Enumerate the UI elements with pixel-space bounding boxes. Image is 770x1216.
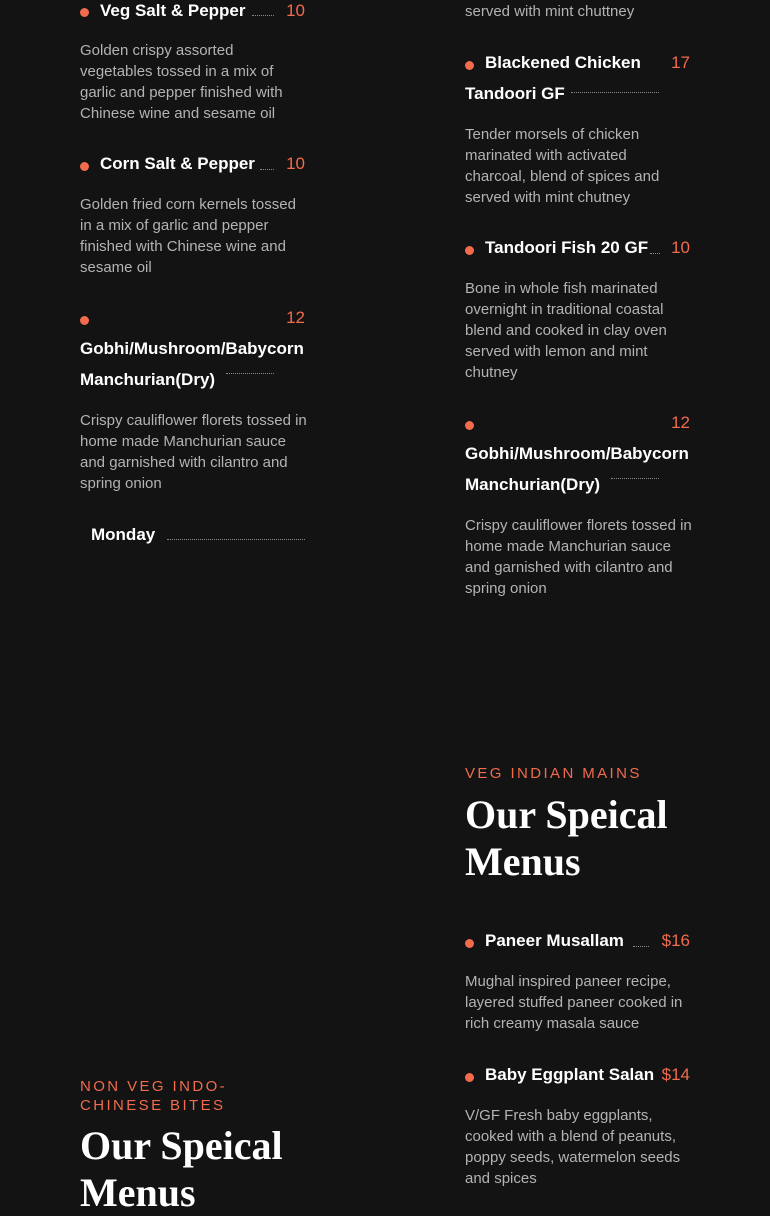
- section-eyebrow-line2: CHINESE BITES: [80, 1097, 226, 1114]
- section-eyebrow: VEG INDIAN MAINS: [465, 765, 642, 782]
- menu-item-description: Bone in whole fish marinated overnight in traditional coastal blend and cooked in clay oven served with lemon and mint chutney: [465, 280, 667, 381]
- dotted-leader: [633, 946, 649, 947]
- menu-item-name: [465, 438, 689, 500]
- bullet-icon: [80, 162, 89, 171]
- section-heading-line1: Our Speical: [80, 1123, 283, 1168]
- menu-item-price: 12: [671, 413, 690, 432]
- menu-item-paneer-musallam: [465, 930, 690, 1040]
- dotted-leader: [650, 253, 660, 254]
- bullet-icon: [465, 61, 474, 70]
- section-heading: [465, 791, 755, 885]
- menu-item-description: Golden crispy assorted vegetables tossed in a mix of garlic and pepper finished with Chinese wine and sesame oil: [80, 42, 283, 122]
- menu-item-name-line1: Blackened Chicken: [485, 53, 641, 72]
- bullet-icon: [80, 8, 89, 17]
- menu-item-name: Tandoori Fish 20 GF: [485, 238, 649, 257]
- menu-item-name-line1: Gobhi/Mushroom/Babycorn: [80, 339, 304, 358]
- menu-item-name: Baby Eggplant Salan: [485, 1065, 655, 1084]
- menu-item-name-line2: Manchurian(Dry): [465, 475, 601, 494]
- menu-item-corn-salt-pepper: [80, 153, 305, 283]
- menu-item-description: Crispy cauliflower florets tossed in home made Manchurian sauce and garnished with cilantro and spring onion: [80, 412, 307, 492]
- menu-item-name-line1: Gobhi/Mushroom/Babycorn: [465, 444, 689, 463]
- dotted-leader: [252, 15, 274, 16]
- menu-item-gobhi-manchurian: [80, 307, 305, 497]
- menu-item-name: Corn Salt & Pepper: [100, 154, 255, 173]
- menu-item-description: V/GF Fresh baby eggplants, cooked with a blend of peanuts, poppy seeds, watermelon seeds and spices: [465, 1107, 681, 1187]
- menu-item-tandoori-fish: [465, 237, 690, 387]
- section-heading: [80, 1122, 340, 1216]
- section-eyebrow: [80, 1077, 320, 1115]
- menu-item-name-line2: Tandoori GF: [465, 84, 565, 103]
- dotted-leader: [571, 92, 659, 93]
- menu-item-price: 12: [286, 308, 305, 327]
- menu-item-veg-salt-pepper: [80, 0, 305, 130]
- menu-item-price: 10: [671, 238, 690, 257]
- day-label: Monday: [91, 525, 156, 544]
- menu-item-description: Tender morsels of chicken marinated with activated charcoal, blend of spices and served with mint chutney: [465, 126, 660, 206]
- section-eyebrow-line1: NON VEG INDO-: [80, 1078, 228, 1095]
- dotted-leader: [260, 169, 274, 170]
- menu-item-description: Crispy cauliflower florets tossed in home made Manchurian sauce and garnished with cilantro and spring onion: [465, 517, 692, 597]
- menu-item-price: $16: [661, 931, 690, 950]
- menu-item-description: Golden fried corn kernels tossed in a mix of garlic and pepper finished with Chinese wine and sesame oil: [80, 196, 296, 276]
- menu-item-name: Veg Salt & Pepper: [100, 1, 246, 20]
- menu-item-price: 10: [286, 154, 305, 173]
- section-heading-line2: Menus: [465, 839, 581, 884]
- menu-item-price: 17: [671, 53, 690, 72]
- bullet-icon: [80, 316, 89, 325]
- section-heading-line2: Menus: [80, 1170, 196, 1215]
- bullet-icon: [465, 939, 474, 948]
- dotted-leader: [226, 373, 274, 374]
- menu-item-description: Mughal inspired paneer recipe, layered stuffed paneer cooked in rich creamy masala sauce: [465, 973, 683, 1032]
- menu-item-name-line2: Manchurian(Dry): [80, 370, 216, 389]
- menu-item-gobhi-manchurian: [465, 412, 690, 602]
- menu-item-baby-eggplant-salan: [465, 1064, 690, 1194]
- menu-item-price: 10: [286, 1, 305, 20]
- bullet-icon: [465, 1073, 474, 1082]
- section-heading-line1: Our Speical: [465, 792, 668, 837]
- menu-item-price: $14: [661, 1065, 690, 1084]
- bullet-icon: [465, 246, 474, 255]
- dotted-leader: [611, 478, 659, 479]
- menu-item-description-fragment: served with mint chuttney: [465, 3, 635, 20]
- menu-item-name: Paneer Musallam: [485, 931, 624, 950]
- menu-item-name: [80, 333, 304, 395]
- bullet-icon: [465, 421, 474, 430]
- menu-item-blackened-chicken: [465, 52, 690, 212]
- dotted-leader: [167, 539, 305, 540]
